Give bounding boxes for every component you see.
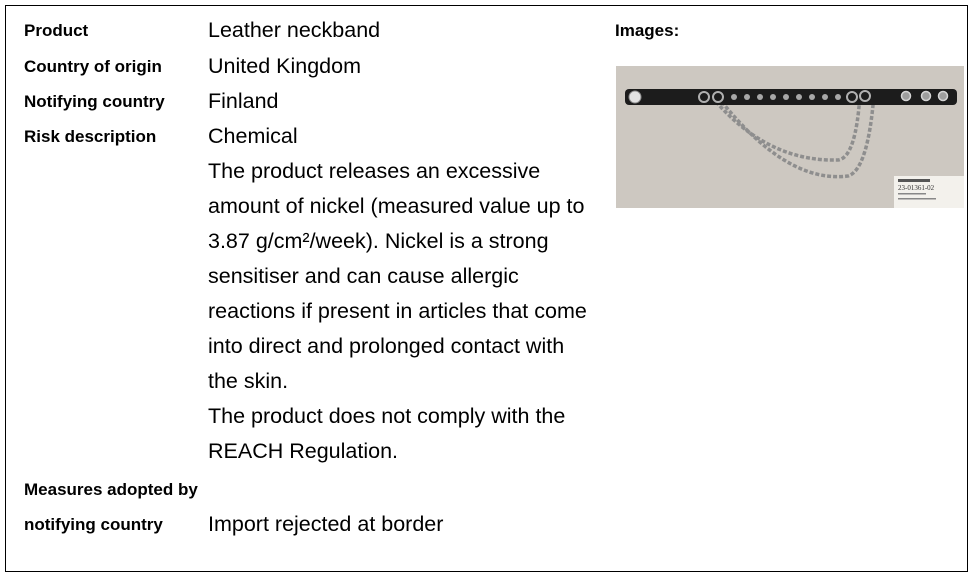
- risk-compliance-text: The product does not comply with the REACH Regulation.: [208, 404, 566, 463]
- country-of-origin-label: Country of origin: [24, 57, 162, 76]
- notifying-country-label: Notifying country: [24, 92, 165, 111]
- sample-tag-number: 23-01361-02: [898, 184, 935, 192]
- risk-description-label: Risk description: [24, 127, 157, 146]
- notifying-country-value: Finland: [208, 89, 279, 113]
- risk-description-text: The product releases an excessive amount of nickel (measured value up to 3.87 g/cm²/week). Nickel is a strong sensitiser and can cause allergic reactions if present in articles that come into direct and prolonged contact with the skin.: [208, 159, 587, 393]
- measures-label: Measures adopted by notifying country: [24, 480, 198, 534]
- images-label: Images:: [615, 21, 680, 40]
- risk-description: [208, 119, 600, 469]
- product-label: Product: [24, 21, 89, 40]
- product-notice-frame: [5, 5, 968, 572]
- measures-value: Import rejected at border: [208, 512, 444, 536]
- product-value: Leather neckband: [208, 18, 381, 42]
- product-photo: [616, 66, 964, 208]
- risk-type: Chemical: [208, 124, 298, 148]
- country-of-origin-value: United Kingdom: [208, 54, 361, 78]
